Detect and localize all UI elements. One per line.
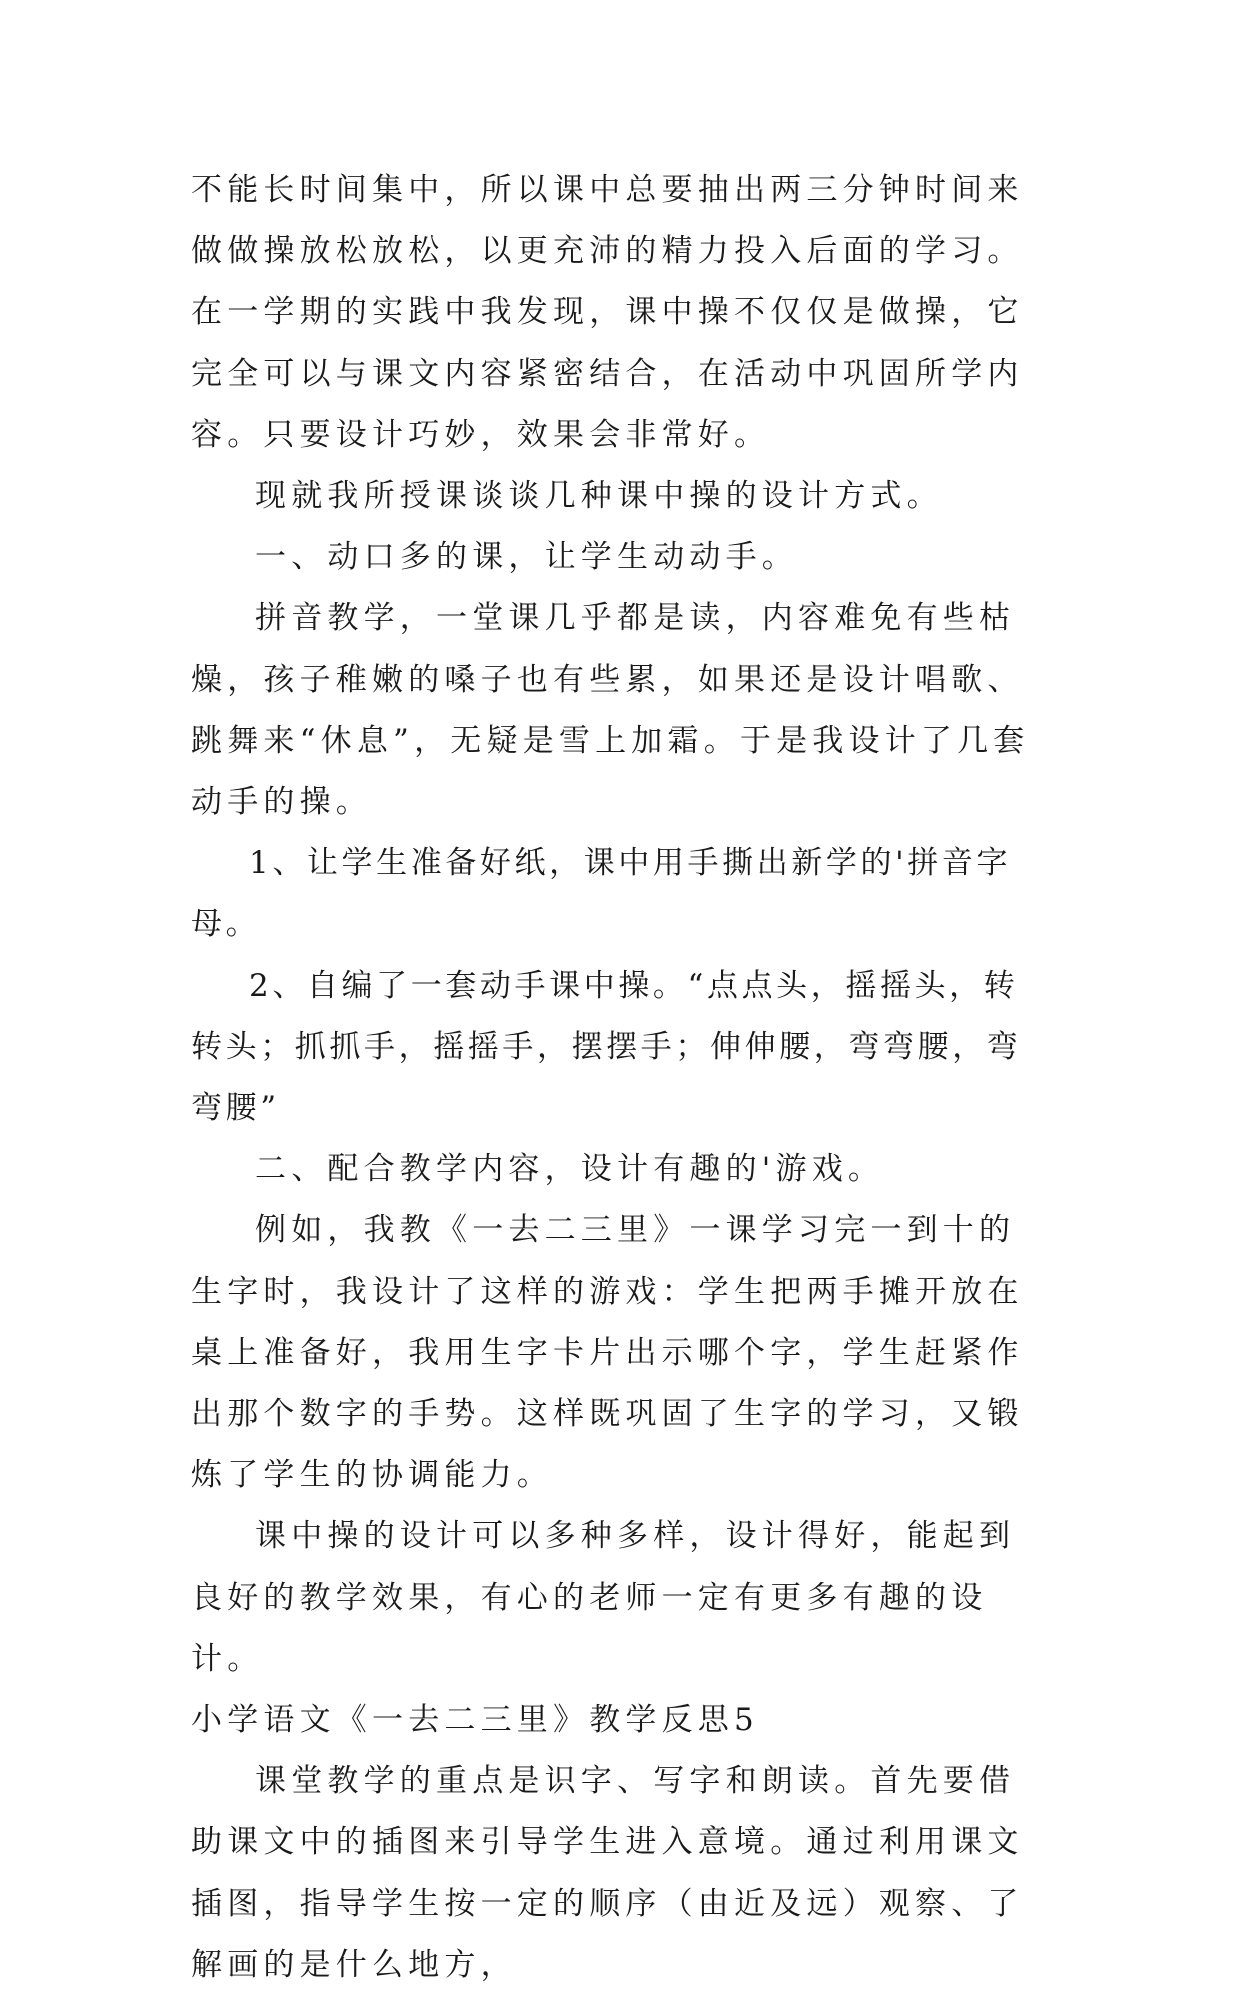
article-title: 小学语文《一去二三里》教学反思5 bbox=[191, 1702, 759, 1739]
list-item-2: 2、自编了一套动手课中操。“点点头，摇摇头，转转头；抓抓手，摇摇手，摆摆手；伸伸腰，弯弯腰，弯弯腰” bbox=[191, 967, 1022, 1127]
document-body bbox=[191, 160, 1051, 1996]
section-heading-two: 二、配合教学内容，设计有趣的'游戏。 bbox=[255, 1151, 885, 1188]
paragraph-intro: 现就我所授课谈谈几种课中操的设计方式。 bbox=[255, 478, 943, 515]
paragraph-pinyin-teaching: 拼音教学，一堂课几乎都是读，内容难免有些枯燥，孩子稚嫩的嗓子也有些累，如果还是设计唱歌、跳舞来“休息”，无疑是雪上加霜。于是我设计了几套动手的操。 bbox=[191, 600, 1030, 821]
paragraph-continuation: 不能长时间集中，所以课中总要抽出两三分钟时间来做做操放松放松，以更充沛的精力投入后面的学习。在一学期的实践中我发现，课中操不仅仅是做操，它完全可以与课文内容紧密结合，在活动中巩固所学内容。只要设计巧妙，效果会非常好。 bbox=[191, 172, 1024, 453]
list-item-1: 1、让学生准备好纸，课中用手撕出新学的'拼音字母。 bbox=[191, 845, 1012, 943]
paragraph-conclusion: 课中操的设计可以多种多样，设计得好，能起到良好的教学效果，有心的老师一定有更多有趣的设计。 bbox=[191, 1518, 1016, 1677]
paragraph-example: 例如，我教《一去二三里》一课学习完一到十的生字时，我设计了这样的游戏：学生把两手摊开放在桌上准备好，我用生字卡片出示哪个字，学生赶紧作出那个数字的手势。这样既巩固了生字的学习，又锻炼了学生的协调能力。 bbox=[191, 1212, 1024, 1494]
section-heading-one: 一、动口多的课，让学生动动手。 bbox=[255, 539, 798, 576]
paragraph-reflection: 课堂教学的重点是识字、写字和朗读。首先要借助课文中的插图来引导学生进入意境。通过利用课文插图，指导学生按一定的顺序（由近及远）观察、了解画的是什么地方， bbox=[191, 1763, 1024, 1983]
